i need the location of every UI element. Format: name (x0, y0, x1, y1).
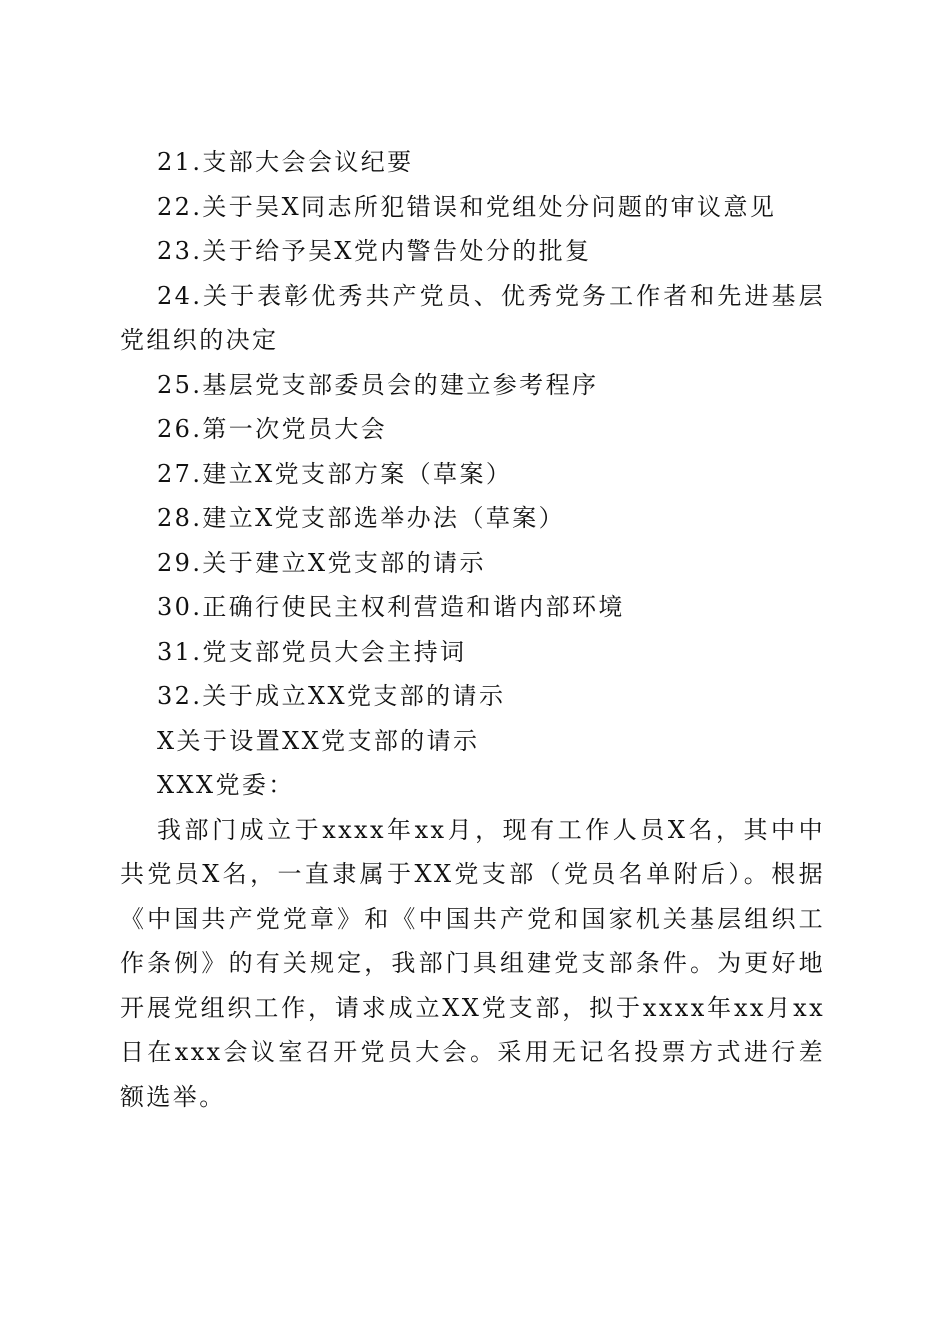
list-item-29: 29.关于建立X党支部的请示 (157, 548, 486, 577)
list-item-30: 30.正确行使民主权利营造和谐内部环境 (157, 593, 625, 621)
letter-title: X关于设置XX党支部的请示 (157, 726, 480, 755)
letter-salutation: XXX党委： (157, 771, 295, 799)
list-item-24: 24.关于表彰优秀共产党员、优秀党务工作者和先进基层党组织的决定 (120, 281, 825, 354)
list-item-28: 28.建立X党支部选举办法（草案） (157, 504, 566, 532)
list-item-23: 23.关于给予吴X党内警告处分的批复 (157, 237, 592, 265)
list-item-32: 32.关于成立XX党支部的请示 (157, 682, 506, 710)
list-item-25: 25.基层党支部委员会的建立参考程序 (157, 370, 599, 399)
letter-body: 我部门成立于xxxx年xx月，现有工作人员X名，其中中共党员X名，一直隶属于XX党支部（党员名单附后）。根据《中国共产党党章》和《中国共产党和国家机关基层组织工作条例》的有关规定，我部门具组建党支部条件。为更好地开展党组织工作，请求成立XX党支部，拟于xxxx年xx月xx日在xxx会议室召开党员大会。采用无记名投票方式进行差额选举。 (120, 815, 825, 1111)
list-item-26: 26.第一次党员大会 (157, 415, 388, 443)
list-item-27: 27.建立X党支部方案（草案） (157, 459, 513, 488)
document-body (120, 140, 825, 1119)
list-item-22: 22.关于吴X同志所犯错误和党组处分问题的审议意见 (157, 192, 777, 221)
list-item-31: 31.党支部党员大会主持词 (157, 637, 467, 666)
list-item-21: 21.支部大会会议纪要 (157, 148, 414, 176)
